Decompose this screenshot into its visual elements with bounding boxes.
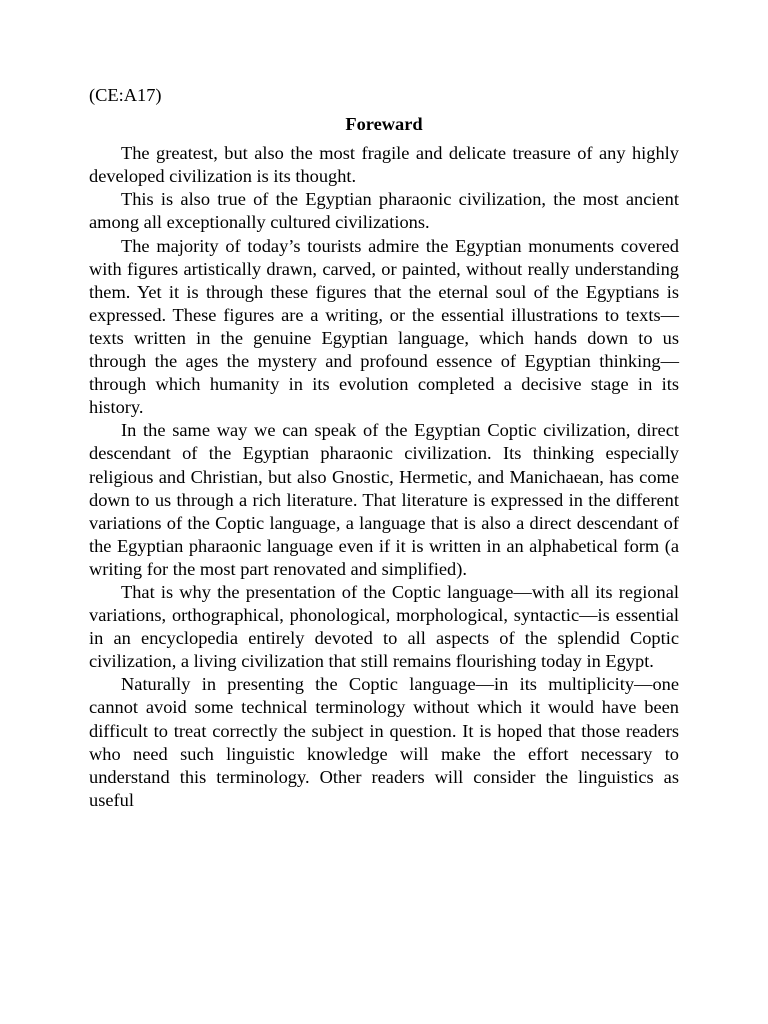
document-page <box>89 84 679 812</box>
paragraph-6: Naturally in presenting the Coptic language—in its multiplicity—one cannot avoid some technical terminology without which it would have been difficult to treat correctly the subject in question. It is hoped that those readers who need such linguistic knowledge will make the effort necessary to understand this terminology. Other readers will consider the linguistics as useful <box>89 674 679 810</box>
document-title: Foreward <box>345 114 423 135</box>
paragraph-2: This is also true of the Egyptian pharaonic civilization, the most ancient among all exceptionally cultured civilizations. <box>89 189 679 233</box>
document-reference: (CE:A17) <box>89 85 162 105</box>
paragraph-3: The majority of today’s tourists admire the Egyptian monuments covered with figures artistically drawn, carved, or painted, without really understanding them. Yet it is through these figures that the eternal soul of the Egyptians is expressed. These figures are a writing, or the essential illustrations to texts—texts written in the genuine Egyptian language, which hands down to us through the ages the mystery and profound essence of Egyptian thinking—through which humanity in its evolution completed a decisive stage in its history. <box>89 235 679 418</box>
paragraph-5: That is why the presentation of the Coptic language—with all its regional variations, orthographical, phonological, morphological, syntactic—is essential in an encyclopedia entirely devoted to all aspects of the splendid Coptic civilization, a living civilization that still remains flourishing today in Egypt. <box>89 581 679 672</box>
paragraph-1: The greatest, but also the most fragile and delicate treasure of any highly developed civilization is its thought. <box>89 143 679 187</box>
paragraph-4: In the same way we can speak of the Egyptian Coptic civilization, direct descendant of the Egyptian pharaonic civilization. Its thinking especially religious and Christian, but also Gnostic, Hermetic, and Manichaean, has come down to us through a rich literature. That literature is expressed in the different variations of the Coptic language, a language that is also a direct descendant of the Egyptian pharaonic language even if it is written in an alphabetical form (a writing for the most part renovated and simplified). <box>89 420 679 579</box>
